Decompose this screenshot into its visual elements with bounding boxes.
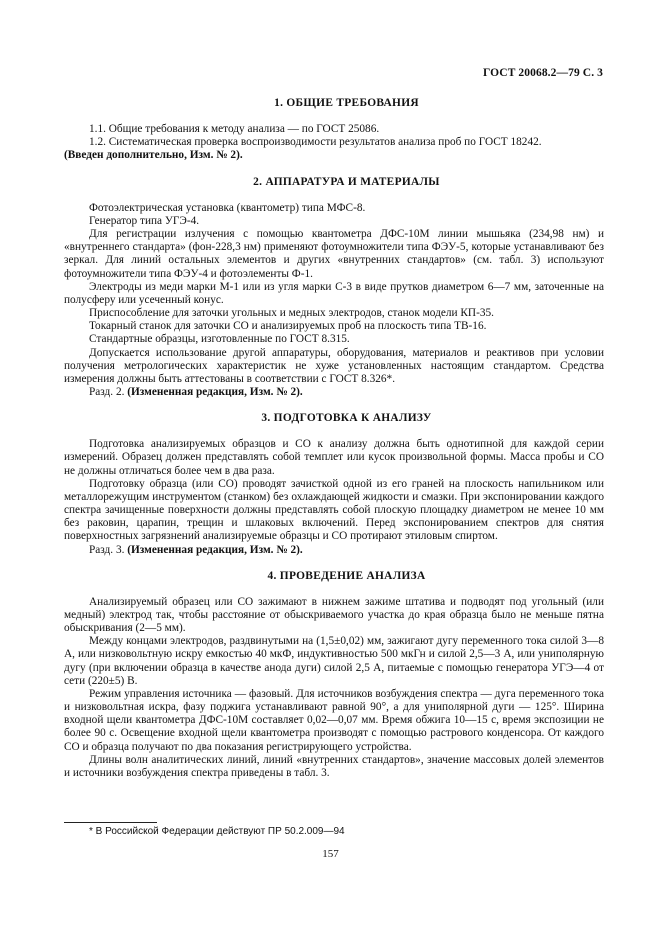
section-2-title: 2. АППАРАТУРА И МАТЕРИАЛЫ [253,175,440,188]
section-2-paragraph: Стандартные образцы, изготовленные по ГОСТ 8.315. [89,333,350,346]
section-4-title: 4. ПРОВЕДЕНИЕ АНАЛИЗА [267,569,426,582]
section-3-title: 3. ПОДГОТОВКА К АНАЛИЗУ [261,412,432,425]
section-2-paragraph: Для регистрации излучения с помощью квантометра ДФС-10М линии мышьяка (234,98 нм) и «внутреннего стандарта» (фон-228,3 нм) применяют фотоумножители типа ФЭУ-5, которые устанавливают без зеркал. Для линий остальных элементов и других «внутренних стандартов» (см. табл. 3) используют фотоумножители типа ФЭУ-4 и фотоэлементы Ф-1. [64,228,604,280]
section-4-paragraph: Между концами электродов, раздвинутыми на (1,5±0,02) мм, зажигают дугу переменного тока силой 3—8 А, или низковольтную искру емкостью 40 мкФ, индуктивностью 500 мкГн и силой 2,5—3 А, или униполярную дугу (при включении образца в качестве анода дуги) силой 2,5 А, питаемые с помощью генератора УГЭ—4 от сети (220±5) В. [64,635,604,687]
amendment-note: (Измененная редакция, Изм. № 2). [127,543,303,556]
page-header: ГОСТ 20068.2—79 С. 3 [482,67,603,79]
section-3-paragraph: Подготовка анализируемых образцов и СО к анализу должна быть однотипной для каждой серии измерений. Образец должен представлять собой темплет или кусок произвольной формы. Масса пробы и СО не должны отличаться более чем в два раза. [64,438,604,477]
amendment-prefix: Разд. 2. [89,385,128,398]
section-2-paragraph: Приспособление для заточки угольных и медных электродов, станок модели КП-35. [89,307,494,320]
amendment-note: (Введен дополнительно, Изм. № 2). [64,149,243,162]
footnote-divider [64,822,157,823]
section-1-title: 1. ОБЩИЕ ТРЕБОВАНИЯ [274,97,419,109]
section-1-paragraph: 1.2. Систематическая проверка воспроизводимости результатов анализа проб по ГОСТ 18242. [89,136,542,149]
section-2-paragraph: Токарный станок для заточки СО и анализируемых проб на плоскость типа ТВ-16. [89,320,487,333]
amendment-line [89,386,604,399]
page-content [64,95,604,780]
section-1-paragraph: 1.1. Общие требования к методу анализа — по ГОСТ 25086. [89,123,380,136]
section-2-paragraph: Фотоэлектрическая установка (квантометр) типа МФС-8. [89,201,366,214]
section-2-paragraph: Электроды из меди марки М-1 или из угля марки С-3 в виде прутков диаметром 6—7 мм, заточенные на полусферу или усеченный конус. [64,280,604,306]
footnote: * В Российской Федерации действуют ПР 50.2.009—94 [89,826,345,837]
section-4-paragraph: Режим управления источника — фазовый. Для источников возбуждения спектра — дуга переменного тока и низковольтная искра, фазу поджига устанавливают равной 90°, а для униполярной дуги — 125°. Ширина входной щели квантометра ДФС-10М составляет 0,02—0,07 мм. Время обжига 10—15 с, время экспозиции не более 90 с. Освещение входной щели квантометра производят с помощью растрового конденсора. От каждого СО и образца получают по два показания регистрирующего устройства. [64,687,604,753]
section-3-paragraph: Подготовку образца (или СО) проводят зачисткой одной из его граней на плоскость напильником или металлорежущим инструментом (станком) без охлаждающей жидкости и смазки. При экспонировании каждого спектра зачищенные поверхности должны представлять собой плоскую площадку диаметром не менее 10 мм без раковин, царапин, трещин и шлаковых включений. Перед экспонированием спектров для снятия поверхностных загрязнений анализируемые образцы и СО протирают этиловым спиртом. [64,477,604,543]
amendment-line [89,544,604,557]
section-4-paragraph: Длины волн аналитических линий, линий «внутренних стандартов», значение массовых долей элементов и источники возбуждения спектра приведены в табл. 3. [64,753,604,779]
page-number: 157 [322,848,339,860]
section-2-paragraph: Генератор типа УГЭ-4. [89,214,200,227]
amendment-note: (Измененная редакция, Изм. № 2). [127,385,303,398]
amendment-prefix: Разд. 3. [89,543,128,556]
section-2-paragraph: Допускается использование другой аппаратуры, оборудования, материалов и реактивов при условии получения метрологических характеристик не хуже установленных настоящим стандартом. Средства измерения должны быть аттестованы в соответствии с ГОСТ 8.326*. [64,346,604,385]
section-4-paragraph: Анализируемый образец или СО зажимают в нижнем зажиме штатива и подводят под угольный (или медный) электрод так, чтобы расстояние от обыскриваемого участка до края образца было не меньше пятна обыскривания (2—5 мм). [64,595,604,635]
